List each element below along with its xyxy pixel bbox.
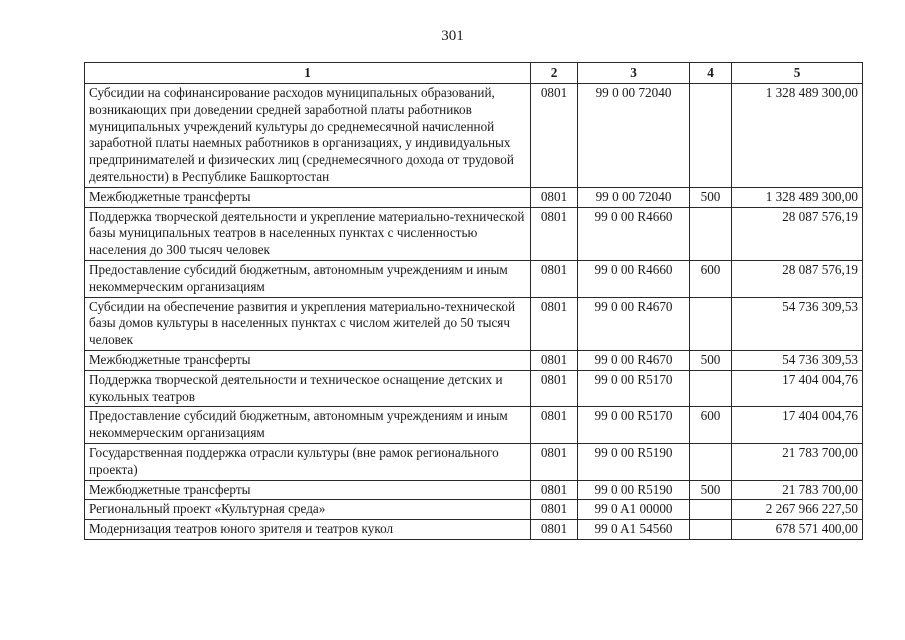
row-amount: 17 404 004,76 — [732, 370, 863, 407]
row-amount: 2 267 966 227,50 — [732, 500, 863, 520]
row-code: 99 0 00 R5170 — [578, 370, 690, 407]
row-section: 0801 — [531, 443, 578, 480]
row-type: 600 — [690, 260, 732, 297]
row-section: 0801 — [531, 480, 578, 500]
row-name: Субсидии на софинансирование расходов муниципальных образований, возникающих при доведении средней заработной платы работников муниципальных учреждений культуры до среднемесячной начисленной заработной платы наемных работников в организациях, у индивидуальных предпринимателей и физических лиц (среднемесячного дохода от трудовой деятельности) в Республике Башкортостан — [85, 84, 531, 188]
row-type — [690, 500, 732, 520]
row-type: 500 — [690, 350, 732, 370]
row-amount: 17 404 004,76 — [732, 407, 863, 444]
row-code: 99 0 00 R5170 — [578, 407, 690, 444]
row-code: 99 0 00 72040 — [578, 187, 690, 207]
budget-table — [84, 62, 863, 540]
row-name: Межбюджетные трансферты — [85, 350, 531, 370]
row-code: 99 0 00 72040 — [578, 84, 690, 188]
row-type — [690, 84, 732, 188]
row-name: Государственная поддержка отрасли культуры (вне рамок регионального проекта) — [85, 443, 531, 480]
row-section: 0801 — [531, 500, 578, 520]
row-type — [690, 370, 732, 407]
row-section: 0801 — [531, 84, 578, 188]
row-name: Предоставление субсидий бюджетным, автономным учреждениям и иным некоммерческим организациям — [85, 407, 531, 444]
row-amount: 54 736 309,53 — [732, 350, 863, 370]
column-header-type: 4 — [690, 63, 732, 84]
row-amount: 21 783 700,00 — [732, 480, 863, 500]
row-type — [690, 207, 732, 260]
table-row — [85, 520, 863, 540]
row-code: 99 0 A1 54560 — [578, 520, 690, 540]
table-row — [85, 407, 863, 444]
row-section: 0801 — [531, 350, 578, 370]
column-header-name: 1 — [85, 63, 531, 84]
row-section: 0801 — [531, 187, 578, 207]
table-row — [85, 350, 863, 370]
table-row — [85, 480, 863, 500]
row-name: Субсидии на обеспечение развития и укрепления материально-технической базы домов культуры в населенных пунктах с числом жителей до 50 тысяч человек — [85, 297, 531, 350]
row-type — [690, 520, 732, 540]
table-body — [85, 84, 863, 540]
table-row — [85, 370, 863, 407]
row-amount: 1 328 489 300,00 — [732, 187, 863, 207]
row-section: 0801 — [531, 370, 578, 407]
row-name: Межбюджетные трансферты — [85, 480, 531, 500]
row-amount: 54 736 309,53 — [732, 297, 863, 350]
row-type — [690, 297, 732, 350]
row-name: Поддержка творческой деятельности и техническое оснащение детских и кукольных театров — [85, 370, 531, 407]
row-amount: 21 783 700,00 — [732, 443, 863, 480]
table-row — [85, 207, 863, 260]
row-amount: 28 087 576,19 — [732, 207, 863, 260]
table-row — [85, 84, 863, 188]
row-name: Межбюджетные трансферты — [85, 187, 531, 207]
row-code: 99 0 A1 00000 — [578, 500, 690, 520]
row-code: 99 0 00 R4660 — [578, 207, 690, 260]
header-row — [85, 63, 863, 84]
row-section: 0801 — [531, 207, 578, 260]
row-code: 99 0 00 R4660 — [578, 260, 690, 297]
row-amount: 1 328 489 300,00 — [732, 84, 863, 188]
table-row — [85, 187, 863, 207]
table-row — [85, 260, 863, 297]
row-name: Поддержка творческой деятельности и укрепление материально-технической базы муниципальных театров в населенных пунктах с численностью населения до 300 тысяч человек — [85, 207, 531, 260]
row-section: 0801 — [531, 297, 578, 350]
row-code: 99 0 00 R5190 — [578, 443, 690, 480]
row-section: 0801 — [531, 260, 578, 297]
row-amount: 678 571 400,00 — [732, 520, 863, 540]
row-type: 500 — [690, 480, 732, 500]
row-section: 0801 — [531, 520, 578, 540]
column-header-section: 2 — [531, 63, 578, 84]
table-header — [85, 63, 863, 84]
row-section: 0801 — [531, 407, 578, 444]
table-row — [85, 443, 863, 480]
row-name: Региональный проект «Культурная среда» — [85, 500, 531, 520]
column-header-code: 3 — [578, 63, 690, 84]
page-number: 301 — [441, 28, 464, 44]
row-name: Модернизация театров юного зрителя и театров кукол — [85, 520, 531, 540]
row-code: 99 0 00 R4670 — [578, 297, 690, 350]
table-row — [85, 500, 863, 520]
table-row — [85, 297, 863, 350]
column-header-amount: 5 — [732, 63, 863, 84]
row-type: 500 — [690, 187, 732, 207]
row-type: 600 — [690, 407, 732, 444]
row-code: 99 0 00 R5190 — [578, 480, 690, 500]
row-name: Предоставление субсидий бюджетным, автономным учреждениям и иным некоммерческим организациям — [85, 260, 531, 297]
row-type — [690, 443, 732, 480]
row-amount: 28 087 576,19 — [732, 260, 863, 297]
row-code: 99 0 00 R4670 — [578, 350, 690, 370]
